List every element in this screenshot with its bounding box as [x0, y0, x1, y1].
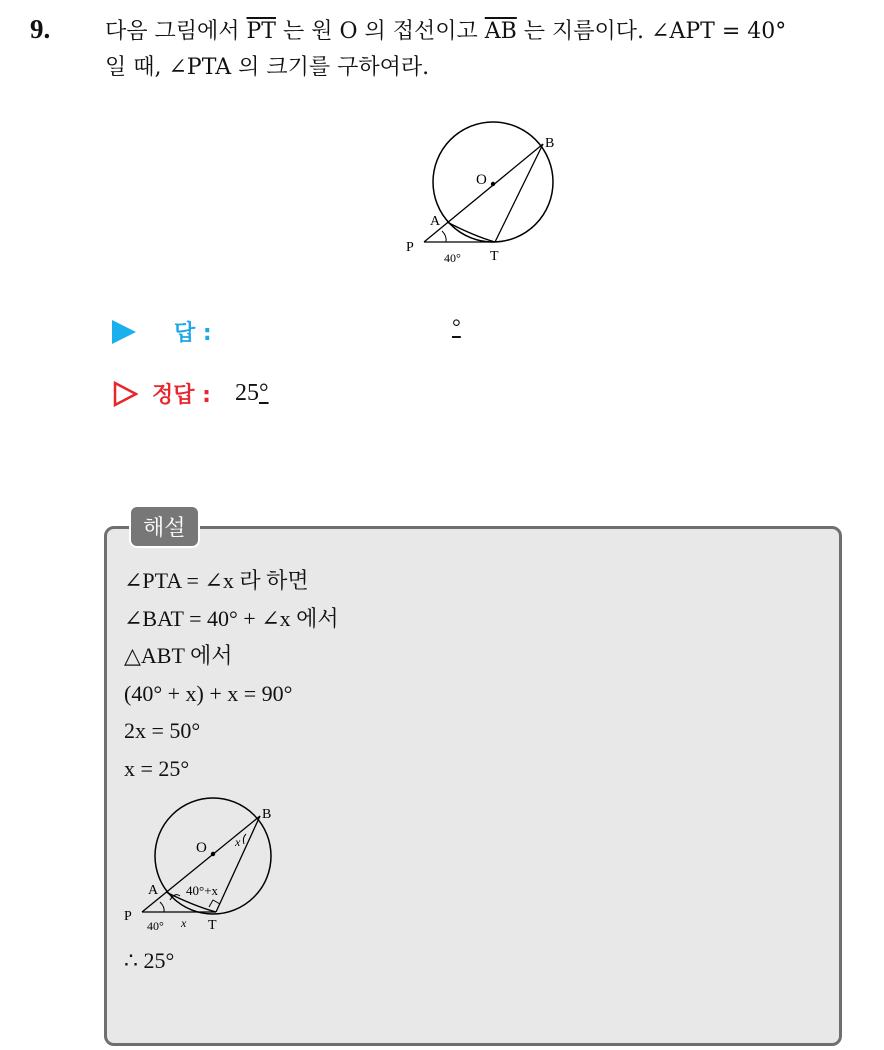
explanation-line: ∠PTA = ∠x 라 하면 [124, 568, 309, 593]
problem-figure [402, 118, 572, 268]
answer-input-row[interactable] [112, 316, 212, 347]
question-text [105, 14, 875, 86]
explanation-line: △ABT 에서 [124, 643, 233, 668]
label-b: B [545, 136, 555, 151]
explanation-line: 2x = 50° [124, 718, 201, 743]
label-t: T [490, 249, 499, 264]
explanation-line: ∠BAT = 40° + ∠x 에서 [124, 605, 339, 631]
label-angle-a: 40°+x [186, 883, 219, 898]
label-angle-p: 40° [147, 919, 164, 933]
label-p: P [124, 909, 132, 924]
segment-ab: $\overline{AB}$ [484, 19, 517, 44]
segment-pt: $\overline{PT}$ [246, 19, 276, 44]
question-line-1: 다음 그림에서 $\overline{PT}$ 는 원 O 의 접선이고 $\overline{AB}$ 는 지름이다. ∠APT = 40° [105, 19, 787, 44]
explanation-tag: 해설 [129, 505, 200, 548]
question-line-2: 일 때, ∠PTA 의 크기를 구하여라. [105, 55, 430, 80]
label-b: B [262, 807, 272, 822]
correct-answer-value: 25° [234, 380, 269, 406]
label-t: T [208, 918, 217, 933]
label-p: P [406, 240, 414, 255]
filled-triangle-icon [112, 320, 136, 344]
label-angle: 40° [444, 251, 461, 265]
problem-number: 9. [30, 14, 51, 44]
label-angle-b: x [235, 835, 241, 849]
label-o: O [196, 840, 207, 856]
correct-answer-row [112, 378, 269, 409]
correct-answer-label: 정답 : [152, 383, 211, 408]
explanation-figure [118, 796, 288, 941]
label-a: A [148, 883, 159, 898]
conclusion: ∴ 25° [124, 948, 175, 973]
explanation-line: x = 25° [124, 755, 190, 781]
explanation-line: (40° + x) + x = 90° [124, 680, 293, 706]
label-angle-t: x [181, 916, 187, 930]
answer-label: 답 : [174, 321, 212, 346]
outline-triangle-icon [112, 381, 138, 407]
label-a: A [430, 214, 441, 229]
explanation-lines [124, 562, 339, 787]
label-o: O [476, 172, 487, 188]
answer-blank[interactable]: ° [452, 314, 461, 339]
